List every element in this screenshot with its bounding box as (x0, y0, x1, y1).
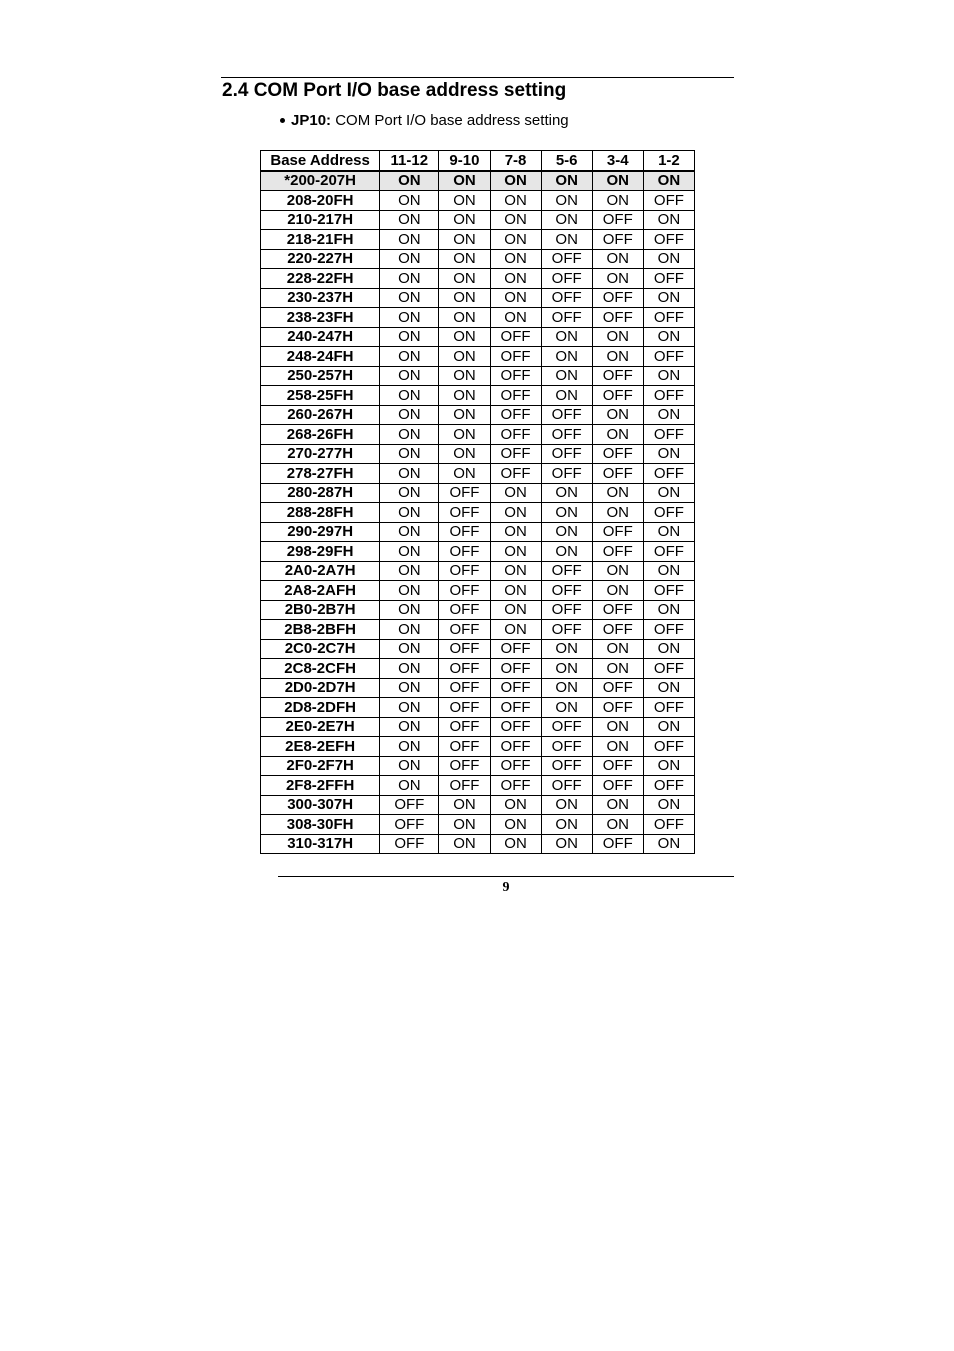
jumper-state-cell: ON (380, 191, 439, 211)
base-address-cell: 220-227H (261, 249, 380, 269)
jumper-state-cell: OFF (490, 776, 541, 796)
base-address-cell: 300-307H (261, 795, 380, 815)
jumper-state-cell: ON (592, 717, 643, 737)
base-address-cell: 2F8-2FFH (261, 776, 380, 796)
jumper-state-cell: ON (439, 327, 490, 347)
jumper-state-cell: ON (439, 191, 490, 211)
jumper-state-cell: OFF (439, 737, 490, 757)
jumper-state-cell: ON (439, 269, 490, 289)
jumper-state-cell: ON (380, 405, 439, 425)
jumper-state-cell: ON (490, 600, 541, 620)
jumper-state-cell: ON (643, 366, 694, 386)
jumper-state-cell: OFF (592, 444, 643, 464)
jumper-state-cell: OFF (541, 464, 592, 484)
base-address-cell: 2F0-2F7H (261, 756, 380, 776)
footer-rule (278, 876, 734, 877)
jumper-state-cell: ON (541, 659, 592, 679)
jumper-state-cell: OFF (490, 717, 541, 737)
jumper-state-cell: OFF (541, 288, 592, 308)
header-rule (221, 77, 734, 78)
jumper-state-cell: OFF (643, 659, 694, 679)
base-address-cell: 260-267H (261, 405, 380, 425)
jumper-state-cell: OFF (490, 639, 541, 659)
table-row (261, 717, 695, 737)
table-row (261, 678, 695, 698)
header-pins-9-10: 9-10 (439, 151, 490, 171)
jumper-state-cell: ON (380, 542, 439, 562)
jumper-state-cell: ON (380, 522, 439, 542)
table-row (261, 308, 695, 328)
jumper-state-cell: OFF (439, 678, 490, 698)
base-address-cell: 2E0-2E7H (261, 717, 380, 737)
header-base-address: Base Address (261, 151, 380, 171)
jumper-state-cell: OFF (490, 756, 541, 776)
jumper-state-cell: ON (541, 386, 592, 406)
jumper-state-cell: OFF (439, 698, 490, 718)
jumper-state-cell: ON (490, 483, 541, 503)
jumper-state-cell: OFF (592, 308, 643, 328)
jumper-state-cell: ON (541, 191, 592, 211)
table-row (261, 230, 695, 250)
header-pins-3-4: 3-4 (592, 151, 643, 171)
jumper-state-cell: OFF (439, 639, 490, 659)
bullet-icon (280, 118, 285, 123)
table-row (261, 288, 695, 308)
jumper-state-cell: ON (490, 210, 541, 230)
base-address-cell: 288-28FH (261, 503, 380, 523)
jumper-state-cell: ON (541, 698, 592, 718)
jumper-description (280, 112, 569, 129)
jumper-state-cell: ON (592, 425, 643, 445)
jumper-state-cell: ON (541, 230, 592, 250)
section-title: 2.4 COM Port I/O base address setting (222, 80, 567, 101)
jumper-state-cell: ON (380, 269, 439, 289)
jumper-state-cell: ON (380, 639, 439, 659)
jumper-state-cell: ON (592, 171, 643, 191)
jumper-state-cell: ON (490, 581, 541, 601)
jumper-state-cell: ON (439, 795, 490, 815)
jumper-state-cell: ON (541, 795, 592, 815)
base-address-table (260, 150, 695, 854)
jumper-state-cell: ON (380, 327, 439, 347)
base-address-cell: 238-23FH (261, 308, 380, 328)
jumper-state-cell: OFF (643, 737, 694, 757)
jumper-state-cell: OFF (490, 444, 541, 464)
jumper-state-cell: OFF (439, 776, 490, 796)
jumper-state-cell: ON (592, 347, 643, 367)
jumper-state-cell: OFF (643, 269, 694, 289)
jumper-state-cell: ON (643, 717, 694, 737)
jumper-state-cell: OFF (541, 756, 592, 776)
jumper-state-cell: ON (439, 347, 490, 367)
jumper-state-cell: ON (541, 522, 592, 542)
jumper-state-cell: OFF (643, 308, 694, 328)
base-address-cell: 248-24FH (261, 347, 380, 367)
jumper-state-cell: OFF (592, 522, 643, 542)
jumper-state-cell: ON (380, 600, 439, 620)
jumper-state-cell: ON (490, 522, 541, 542)
jumper-state-cell: OFF (643, 542, 694, 562)
table-row (261, 347, 695, 367)
base-address-cell: 2B8-2BFH (261, 620, 380, 640)
base-address-cell: 2B0-2B7H (261, 600, 380, 620)
jumper-state-cell: ON (380, 210, 439, 230)
jumper-state-cell: OFF (490, 737, 541, 757)
jumper-state-cell: ON (592, 659, 643, 679)
base-address-cell: 280-287H (261, 483, 380, 503)
jumper-state-cell: ON (380, 756, 439, 776)
jumper-state-cell: ON (643, 210, 694, 230)
base-address-cell: 240-247H (261, 327, 380, 347)
jumper-state-cell: ON (380, 698, 439, 718)
jumper-state-cell: ON (643, 756, 694, 776)
jumper-state-cell: OFF (490, 347, 541, 367)
table-row (261, 171, 695, 191)
jumper-state-cell: ON (541, 347, 592, 367)
jumper-state-cell: ON (592, 795, 643, 815)
jumper-state-cell: ON (643, 327, 694, 347)
base-address-cell: 218-21FH (261, 230, 380, 250)
jumper-state-cell: ON (380, 347, 439, 367)
jumper-state-cell: ON (592, 269, 643, 289)
jumper-state-cell: ON (380, 308, 439, 328)
base-address-cell: 290-297H (261, 522, 380, 542)
table-row (261, 249, 695, 269)
jumper-state-cell: ON (490, 815, 541, 835)
jumper-state-cell: OFF (643, 191, 694, 211)
table-row (261, 795, 695, 815)
table-row (261, 620, 695, 640)
table-row (261, 425, 695, 445)
jumper-state-cell: ON (643, 444, 694, 464)
jumper-state-cell: ON (643, 639, 694, 659)
header-pins-1-2: 1-2 (643, 151, 694, 171)
jumper-state-cell: OFF (490, 659, 541, 679)
jumper-state-cell: ON (439, 366, 490, 386)
base-address-cell: 2C8-2CFH (261, 659, 380, 679)
table-row (261, 659, 695, 679)
jumper-state-cell: OFF (439, 483, 490, 503)
table-row (261, 191, 695, 211)
jumper-state-cell: OFF (439, 659, 490, 679)
jumper-state-cell: OFF (643, 347, 694, 367)
jumper-state-cell: ON (380, 503, 439, 523)
jumper-state-cell: ON (439, 444, 490, 464)
jumper-state-cell: ON (541, 542, 592, 562)
jumper-state-cell: ON (490, 230, 541, 250)
jumper-state-cell: ON (592, 737, 643, 757)
table-body (261, 171, 695, 854)
jumper-state-cell: ON (380, 620, 439, 640)
jumper-state-cell: ON (380, 678, 439, 698)
jumper-state-cell: OFF (380, 834, 439, 854)
header-pins-11-12: 11-12 (380, 151, 439, 171)
table-row (261, 366, 695, 386)
table-row (261, 834, 695, 854)
base-address-cell: 2A0-2A7H (261, 561, 380, 581)
table-row (261, 737, 695, 757)
table-row (261, 542, 695, 562)
jumper-state-cell: ON (439, 288, 490, 308)
jumper-state-cell: OFF (643, 503, 694, 523)
jumper-state-cell: OFF (439, 581, 490, 601)
jumper-state-cell: OFF (592, 678, 643, 698)
jumper-state-cell: OFF (541, 308, 592, 328)
jumper-state-cell: OFF (541, 561, 592, 581)
jumper-state-cell: OFF (592, 288, 643, 308)
jumper-state-cell: OFF (592, 210, 643, 230)
jumper-state-cell: OFF (439, 717, 490, 737)
jumper-state-cell: ON (643, 795, 694, 815)
base-address-cell: 230-237H (261, 288, 380, 308)
jumper-state-cell: ON (439, 171, 490, 191)
jumper-state-cell: ON (643, 561, 694, 581)
jumper-state-cell: ON (380, 171, 439, 191)
jumper-state-cell: ON (380, 288, 439, 308)
jumper-state-cell: OFF (592, 620, 643, 640)
jumper-state-cell: OFF (643, 425, 694, 445)
base-address-cell: 268-26FH (261, 425, 380, 445)
jumper-state-cell: ON (643, 483, 694, 503)
jumper-state-cell: OFF (541, 581, 592, 601)
jumper-state-cell: OFF (541, 405, 592, 425)
jumper-state-cell: ON (592, 483, 643, 503)
jumper-state-cell: OFF (541, 269, 592, 289)
jumper-state-cell: ON (380, 717, 439, 737)
base-address-cell: 278-27FH (261, 464, 380, 484)
base-address-cell: 2D8-2DFH (261, 698, 380, 718)
jumper-state-cell: OFF (541, 444, 592, 464)
jumper-state-cell: ON (439, 834, 490, 854)
table-row (261, 756, 695, 776)
jumper-state-cell: OFF (643, 698, 694, 718)
jumper-state-cell: ON (490, 503, 541, 523)
jumper-state-cell: ON (439, 308, 490, 328)
jumper-state-cell: OFF (490, 327, 541, 347)
table-row (261, 444, 695, 464)
jumper-state-cell: OFF (643, 581, 694, 601)
jumper-state-cell: OFF (592, 366, 643, 386)
jumper-state-cell: ON (592, 405, 643, 425)
jumper-state-cell: ON (380, 659, 439, 679)
base-address-cell: 228-22FH (261, 269, 380, 289)
jumper-state-cell: ON (380, 464, 439, 484)
jumper-state-cell: ON (541, 210, 592, 230)
jumper-state-cell: ON (439, 386, 490, 406)
jumper-state-cell: ON (592, 191, 643, 211)
jumper-state-cell: OFF (592, 698, 643, 718)
jumper-state-cell: ON (490, 249, 541, 269)
table-row (261, 464, 695, 484)
table-row (261, 386, 695, 406)
page-number: 9 (502, 880, 510, 895)
jumper-state-cell: ON (541, 171, 592, 191)
base-address-cell: *200-207H (261, 171, 380, 191)
jumper-state-cell: OFF (592, 834, 643, 854)
jumper-state-cell: ON (439, 405, 490, 425)
table-row (261, 503, 695, 523)
base-address-cell: 270-277H (261, 444, 380, 464)
table-row (261, 600, 695, 620)
jumper-state-cell: OFF (643, 815, 694, 835)
jumper-state-cell: OFF (439, 561, 490, 581)
base-address-cell: 258-25FH (261, 386, 380, 406)
jumper-state-cell: OFF (541, 600, 592, 620)
jumper-state-cell: OFF (541, 249, 592, 269)
jumper-state-cell: OFF (439, 600, 490, 620)
jumper-state-cell: ON (643, 405, 694, 425)
jumper-state-cell: ON (380, 483, 439, 503)
jumper-state-cell: ON (439, 425, 490, 445)
base-address-cell: 298-29FH (261, 542, 380, 562)
jumper-state-cell: OFF (490, 698, 541, 718)
jumper-state-cell: ON (541, 815, 592, 835)
jumper-state-cell: ON (541, 503, 592, 523)
jumper-state-cell: OFF (592, 542, 643, 562)
jumper-state-cell: ON (439, 249, 490, 269)
jumper-state-cell: ON (439, 210, 490, 230)
table-row (261, 327, 695, 347)
jumper-state-cell: OFF (439, 620, 490, 640)
jumper-state-cell: OFF (490, 366, 541, 386)
jumper-state-cell: OFF (643, 776, 694, 796)
base-address-cell: 2D0-2D7H (261, 678, 380, 698)
jumper-label: JP10: (291, 112, 332, 129)
jumper-state-cell: OFF (541, 776, 592, 796)
jumper-state-cell: ON (380, 561, 439, 581)
jumper-state-cell: OFF (592, 230, 643, 250)
table-row (261, 405, 695, 425)
jumper-state-cell: OFF (490, 425, 541, 445)
base-address-cell: 308-30FH (261, 815, 380, 835)
jumper-state-cell: ON (592, 639, 643, 659)
jumper-state-cell: OFF (592, 776, 643, 796)
jumper-state-cell: OFF (541, 717, 592, 737)
jumper-state-cell: ON (380, 737, 439, 757)
table-row (261, 776, 695, 796)
table-header (261, 151, 695, 171)
jumper-state-cell: OFF (380, 795, 439, 815)
jumper-state-cell: OFF (439, 522, 490, 542)
jumper-state-cell: OFF (490, 464, 541, 484)
jumper-state-cell: ON (380, 249, 439, 269)
jumper-state-cell: ON (490, 561, 541, 581)
jumper-state-cell: ON (592, 815, 643, 835)
jumper-state-cell: ON (380, 425, 439, 445)
jumper-state-cell: ON (380, 386, 439, 406)
table-row (261, 269, 695, 289)
jumper-state-cell: ON (380, 776, 439, 796)
jumper-state-cell: OFF (541, 737, 592, 757)
jumper-state-cell: OFF (490, 405, 541, 425)
jumper-state-cell: ON (490, 171, 541, 191)
base-address-cell: 2C0-2C7H (261, 639, 380, 659)
jumper-state-cell: OFF (439, 756, 490, 776)
jumper-state-cell: ON (380, 444, 439, 464)
jumper-state-cell: ON (643, 249, 694, 269)
jumper-state-cell: ON (643, 288, 694, 308)
jumper-state-cell: ON (490, 269, 541, 289)
jumper-state-cell: ON (541, 639, 592, 659)
jumper-state-cell: ON (592, 249, 643, 269)
jumper-state-cell: ON (643, 600, 694, 620)
jumper-state-cell: OFF (541, 425, 592, 445)
jumper-state-cell: ON (490, 834, 541, 854)
jumper-state-cell: OFF (643, 620, 694, 640)
jumper-state-cell: ON (490, 288, 541, 308)
jumper-state-cell: ON (541, 834, 592, 854)
jumper-state-cell: OFF (490, 678, 541, 698)
jumper-state-cell: ON (643, 171, 694, 191)
jumper-state-cell: OFF (490, 386, 541, 406)
jumper-state-cell: ON (541, 327, 592, 347)
jumper-state-cell: OFF (643, 230, 694, 250)
jumper-state-cell: OFF (592, 464, 643, 484)
table-row (261, 815, 695, 835)
jumper-state-cell: OFF (439, 503, 490, 523)
jumper-state-cell: ON (643, 834, 694, 854)
table-row (261, 581, 695, 601)
jumper-state-cell: OFF (592, 600, 643, 620)
jumper-state-cell: OFF (439, 542, 490, 562)
table-row (261, 522, 695, 542)
jumper-state-cell: ON (592, 327, 643, 347)
table-row (261, 561, 695, 581)
jumper-state-cell: ON (490, 795, 541, 815)
jumper-state-cell: ON (380, 581, 439, 601)
jumper-state-cell: ON (439, 464, 490, 484)
jumper-state-cell: ON (541, 366, 592, 386)
header-pins-5-6: 5-6 (541, 151, 592, 171)
jumper-state-cell: ON (592, 561, 643, 581)
jumper-state-cell: ON (541, 483, 592, 503)
jumper-state-cell: ON (643, 522, 694, 542)
jumper-state-cell: ON (490, 620, 541, 640)
base-address-cell: 2A8-2AFH (261, 581, 380, 601)
base-address-cell: 208-20FH (261, 191, 380, 211)
table-row (261, 698, 695, 718)
jumper-state-cell: ON (490, 191, 541, 211)
base-address-cell: 250-257H (261, 366, 380, 386)
jumper-state-cell: ON (490, 542, 541, 562)
jumper-state-cell: ON (592, 581, 643, 601)
table-row (261, 639, 695, 659)
jumper-state-cell: ON (439, 815, 490, 835)
base-address-cell: 2E8-2EFH (261, 737, 380, 757)
jumper-state-cell: OFF (541, 620, 592, 640)
jumper-description-text: COM Port I/O base address setting (331, 112, 569, 129)
jumper-state-cell: ON (490, 308, 541, 328)
jumper-state-cell: ON (380, 366, 439, 386)
header-pins-7-8: 7-8 (490, 151, 541, 171)
header-row (261, 151, 695, 171)
jumper-state-cell: OFF (380, 815, 439, 835)
jumper-state-cell: ON (541, 678, 592, 698)
jumper-state-cell: ON (380, 230, 439, 250)
jumper-state-cell: ON (592, 503, 643, 523)
jumper-state-cell: ON (643, 678, 694, 698)
base-address-cell: 210-217H (261, 210, 380, 230)
jumper-state-cell: OFF (643, 464, 694, 484)
jumper-state-cell: OFF (592, 756, 643, 776)
table-row (261, 483, 695, 503)
base-address-cell: 310-317H (261, 834, 380, 854)
jumper-state-cell: ON (439, 230, 490, 250)
jumper-state-cell: OFF (592, 386, 643, 406)
table-row (261, 210, 695, 230)
jumper-state-cell: OFF (643, 386, 694, 406)
